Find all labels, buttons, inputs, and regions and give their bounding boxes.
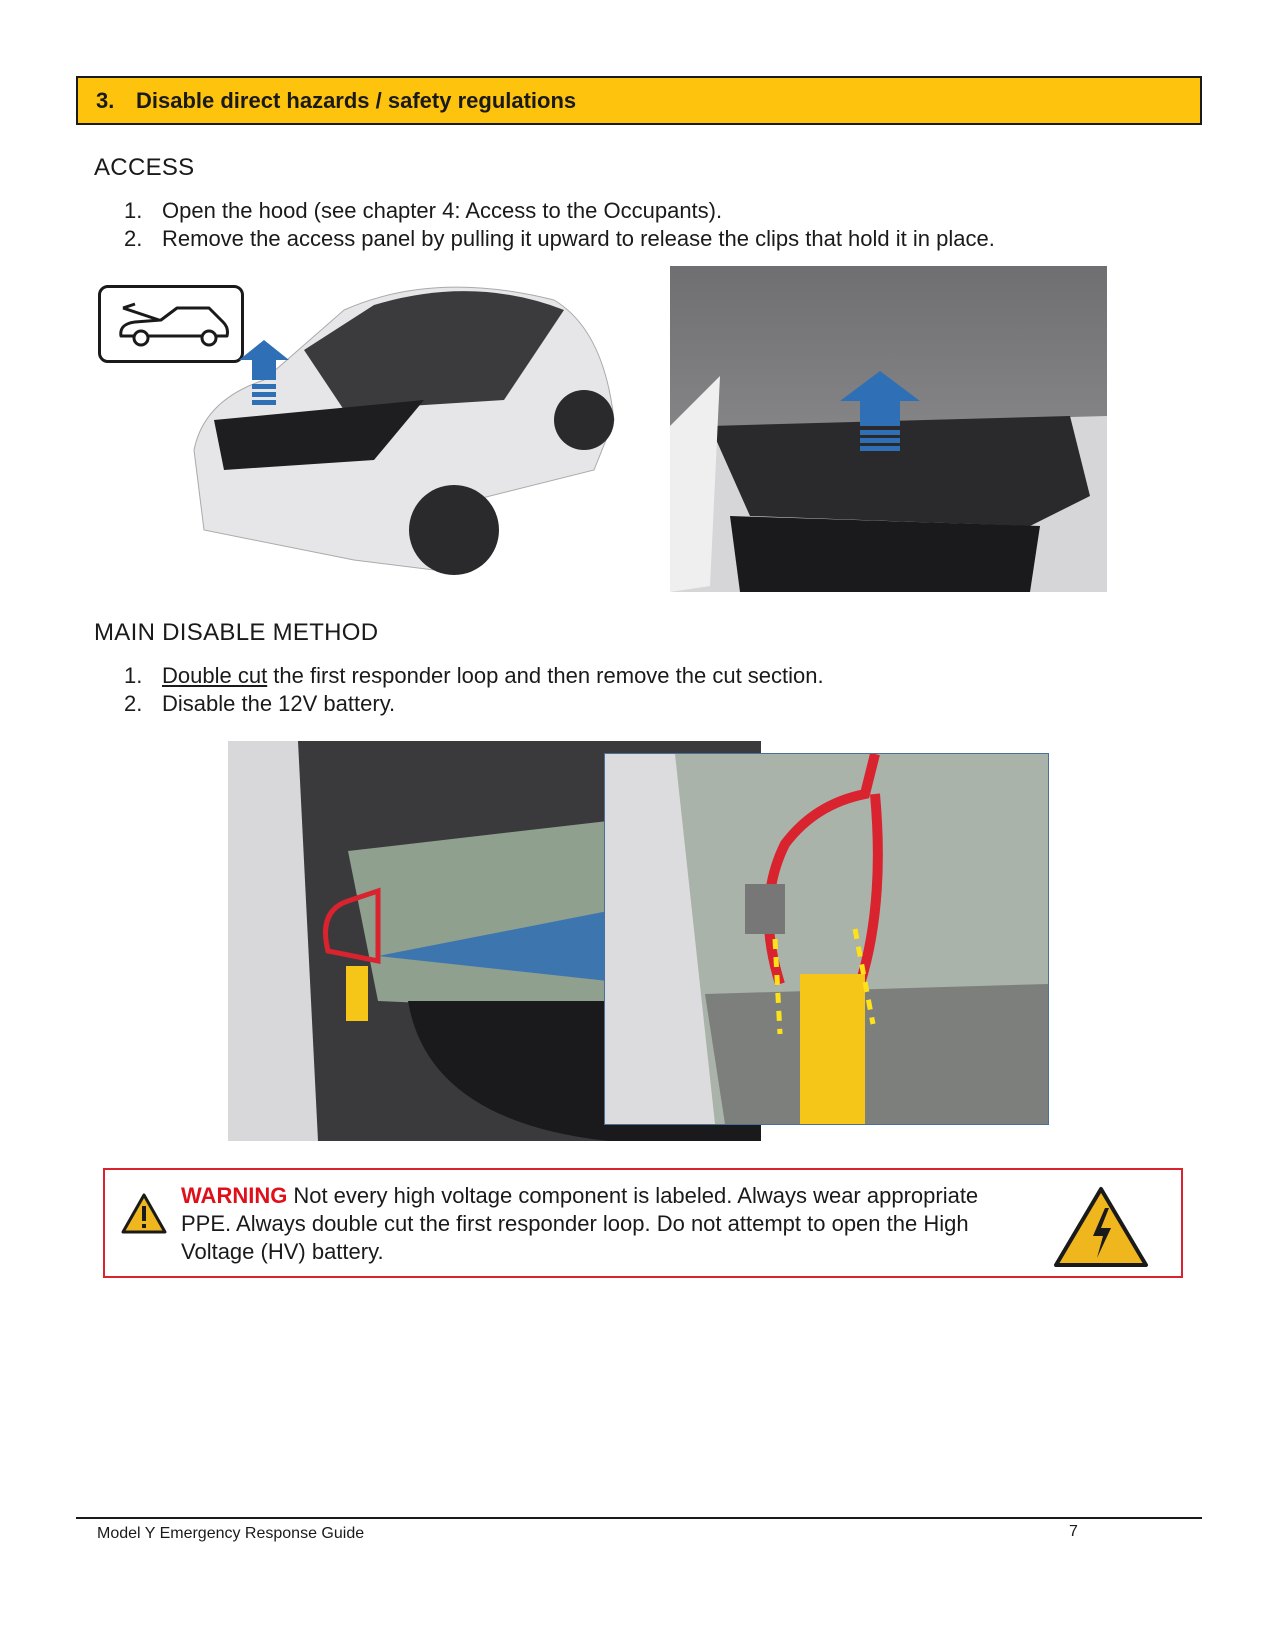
warning-triangle-icon	[121, 1192, 167, 1234]
access-heading: ACCESS	[94, 154, 195, 181]
warning-box	[103, 1168, 1183, 1278]
step-number: 2.	[124, 691, 143, 716]
section-header	[76, 76, 1202, 125]
car-hood-open-image	[174, 270, 638, 586]
warning-label: WARNING	[181, 1183, 288, 1208]
step-text: the first responder loop and then remove the cut section.	[267, 663, 824, 688]
access-panel-image	[670, 266, 1107, 592]
footer-title: Model Y Emergency Response Guide	[97, 1525, 365, 1542]
main-disable-heading: MAIN DISABLE METHOD	[94, 619, 379, 646]
warning-text-block	[181, 1182, 1021, 1266]
loop-detail-inset	[604, 753, 1049, 1125]
step-number: 1.	[124, 198, 143, 223]
page-number: 7	[1069, 1523, 1078, 1540]
section-number: 3.	[96, 88, 115, 113]
footer-divider	[76, 1517, 1202, 1519]
step-text: Open the hood (see chapter 4: Access to the Occupants).	[162, 198, 723, 223]
step-text: Disable the 12V battery.	[162, 691, 396, 716]
high-voltage-icon	[1053, 1186, 1149, 1268]
step-text: Remove the access panel by pulling it upward to release the clips that hold it in place.	[162, 226, 995, 251]
step-number: 2.	[124, 226, 143, 251]
double-cut-link[interactable]: Double cut	[162, 663, 268, 688]
step-number: 1.	[124, 663, 143, 688]
warning-text: Not every high voltage component is labeled. Always wear appropriate PPE. Always double cut the first responder loop. Do not attempt to open the High Voltage (HV) battery.	[181, 1183, 979, 1264]
section-title: Disable direct hazards / safety regulations	[136, 88, 577, 113]
